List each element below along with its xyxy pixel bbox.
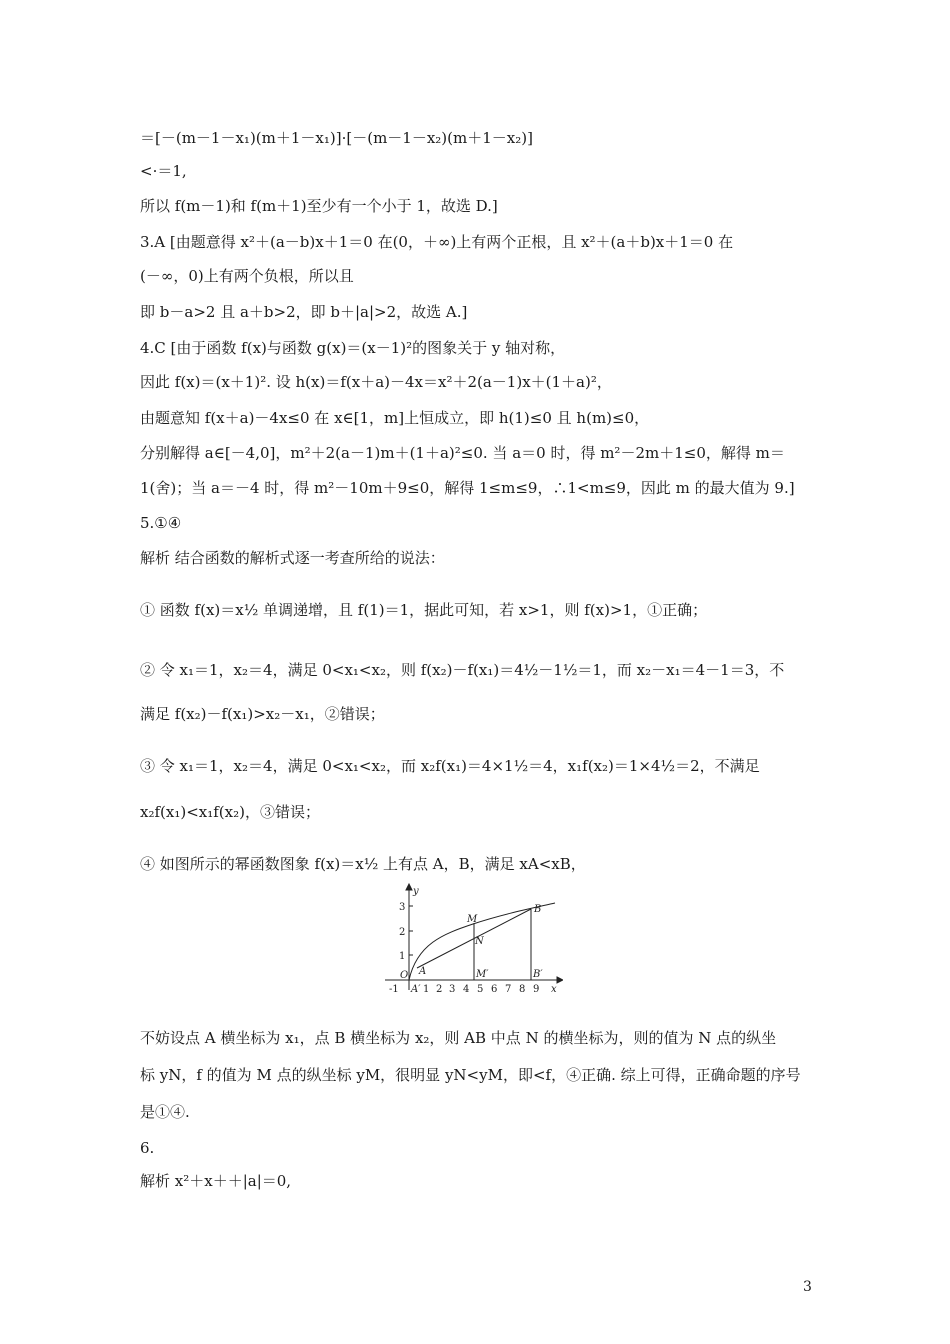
y-tick-label-3: 3 bbox=[399, 902, 406, 913]
power-function-graph bbox=[383, 882, 563, 994]
x-tick-label-2: 2 bbox=[436, 984, 443, 994]
line-16: 满足 f(x₂)－f(x₁)>x₂－x₁，②错误； bbox=[140, 705, 385, 723]
line-22: 是①④. bbox=[140, 1103, 190, 1121]
line-2: <·＝1, bbox=[140, 162, 187, 180]
line-8: 因此 f(x)＝(x＋1)². 设 h(x)＝f(x＋a)－4x＝x²＋2(a－1)x＋(1＋a)²， bbox=[140, 373, 612, 391]
line-12: 5.①④ bbox=[140, 514, 182, 532]
x-tick-label-9: 9 bbox=[533, 984, 540, 994]
y-tick-label-1: 1 bbox=[399, 951, 406, 962]
x-tick-label-4: 4 bbox=[463, 984, 470, 994]
x-tick-label-5: 5 bbox=[477, 984, 484, 994]
x-tick-label-8: 8 bbox=[519, 984, 526, 994]
point-A-prime: A′ bbox=[411, 984, 421, 994]
line-13: 解析 结合函数的解析式逐一考查所给的说法： bbox=[140, 549, 445, 567]
y-tick-label-2: 2 bbox=[399, 927, 406, 938]
line-4: 3.A [由题意得 x²＋(a－b)x＋1＝0 在(0，＋∞)上有两个正根，且 x²＋(a＋b)x＋1＝0 在 bbox=[140, 233, 734, 251]
x-tick-label-7: 7 bbox=[505, 984, 512, 994]
y-label: y bbox=[413, 886, 419, 897]
x-axis-arrow bbox=[557, 977, 563, 983]
line-20: 不妨设点 A 横坐标为 x₁，点 B 横坐标为 x₂，则 AB 中点 N 的横坐标为，则的值为 N 点的纵坐 bbox=[140, 1029, 777, 1047]
point-M-prime: M′ bbox=[476, 969, 489, 980]
line-24: 解析 x²＋x＋＋|a|＝0, bbox=[140, 1172, 292, 1190]
line-6: 即 b－a>2 且 a＋b>2，即 b＋|a|>2，故选 A.] bbox=[140, 303, 468, 321]
point-O: O bbox=[400, 970, 409, 981]
line-10: 分别解得 a∈[－4,0]，m²＋2(a－1)m＋(1＋a)²≤0. 当 a＝0 时，得 m²－2m＋1≤0，解得 m＝ bbox=[140, 444, 785, 462]
line-3: 所以 f(m－1)和 f(m＋1)至少有一个小于 1，故选 D.] bbox=[140, 197, 498, 215]
point-A: A bbox=[419, 966, 427, 977]
line-19: ④ 如图所示的幂函数图象 f(x)＝x½ 上有点 A，B，满足 xA<xB， bbox=[140, 855, 586, 873]
x-tick-label-6: 6 bbox=[491, 984, 498, 994]
line-7: 4.C [由于函数 f(x)与函数 g(x)＝(x－1)²的图象关于 y 轴对称， bbox=[140, 339, 566, 357]
line-18: x₂f(x₁)<x₁f(x₂)，③错误； bbox=[140, 803, 320, 821]
point-B: B bbox=[534, 904, 542, 915]
page-number: 3 bbox=[803, 1279, 812, 1295]
point-N: N bbox=[475, 936, 484, 947]
y-axis-arrow bbox=[406, 884, 412, 890]
line-14: ① 函数 f(x)＝x½ 单调递增，且 f(1)＝1，据此可知，若 x>1，则 f(x)>1，①正确； bbox=[140, 601, 708, 619]
x-tick-label-3: 3 bbox=[449, 984, 456, 994]
line-1: ＝[－(m－1－x₁)(m＋1－x₁)]·[－(m－1－x₂)(m＋1－x₂)] bbox=[140, 129, 533, 147]
x-tick-label-neg1: -1 bbox=[389, 984, 399, 994]
line-17: ③ 令 x₁＝1，x₂＝4，满足 0<x₁<x₂，而 x₂f(x₁)＝4×1½＝4，x₁f(x₂)＝1×4½＝2，不满足 bbox=[140, 757, 760, 775]
line-21: 标 yN，f 的值为 M 点的纵坐标 yM，很明显 yN<yM，即<f，④正确. 综上可得，正确命题的序号 bbox=[140, 1066, 801, 1084]
line-5: (－∞，0)上有两个负根，所以且 bbox=[140, 267, 354, 285]
line-11: 1(舍)；当 a＝－4 时，得 m²－10m＋9≤0，解得 1≤m≤9，∴1<m≤9，因此 m 的最大值为 9.] bbox=[140, 479, 795, 497]
line-15: ② 令 x₁＝1，x₂＝4，满足 0<x₁<x₂，则 f(x₂)－f(x₁)＝4½－1½＝1，而 x₂－x₁＝4－1＝3，不 bbox=[140, 661, 785, 679]
line-9: 由题意知 f(x＋a)－4x≤0 在 x∈[1，m]上恒成立，即 h(1)≤0 且 h(m)≤0， bbox=[140, 409, 650, 427]
x-label: x bbox=[551, 984, 557, 994]
point-B-prime: B′ bbox=[533, 969, 543, 980]
point-M: M bbox=[467, 914, 478, 925]
x-tick-label-1: 1 bbox=[423, 984, 430, 994]
line-23: 6. bbox=[140, 1139, 155, 1157]
